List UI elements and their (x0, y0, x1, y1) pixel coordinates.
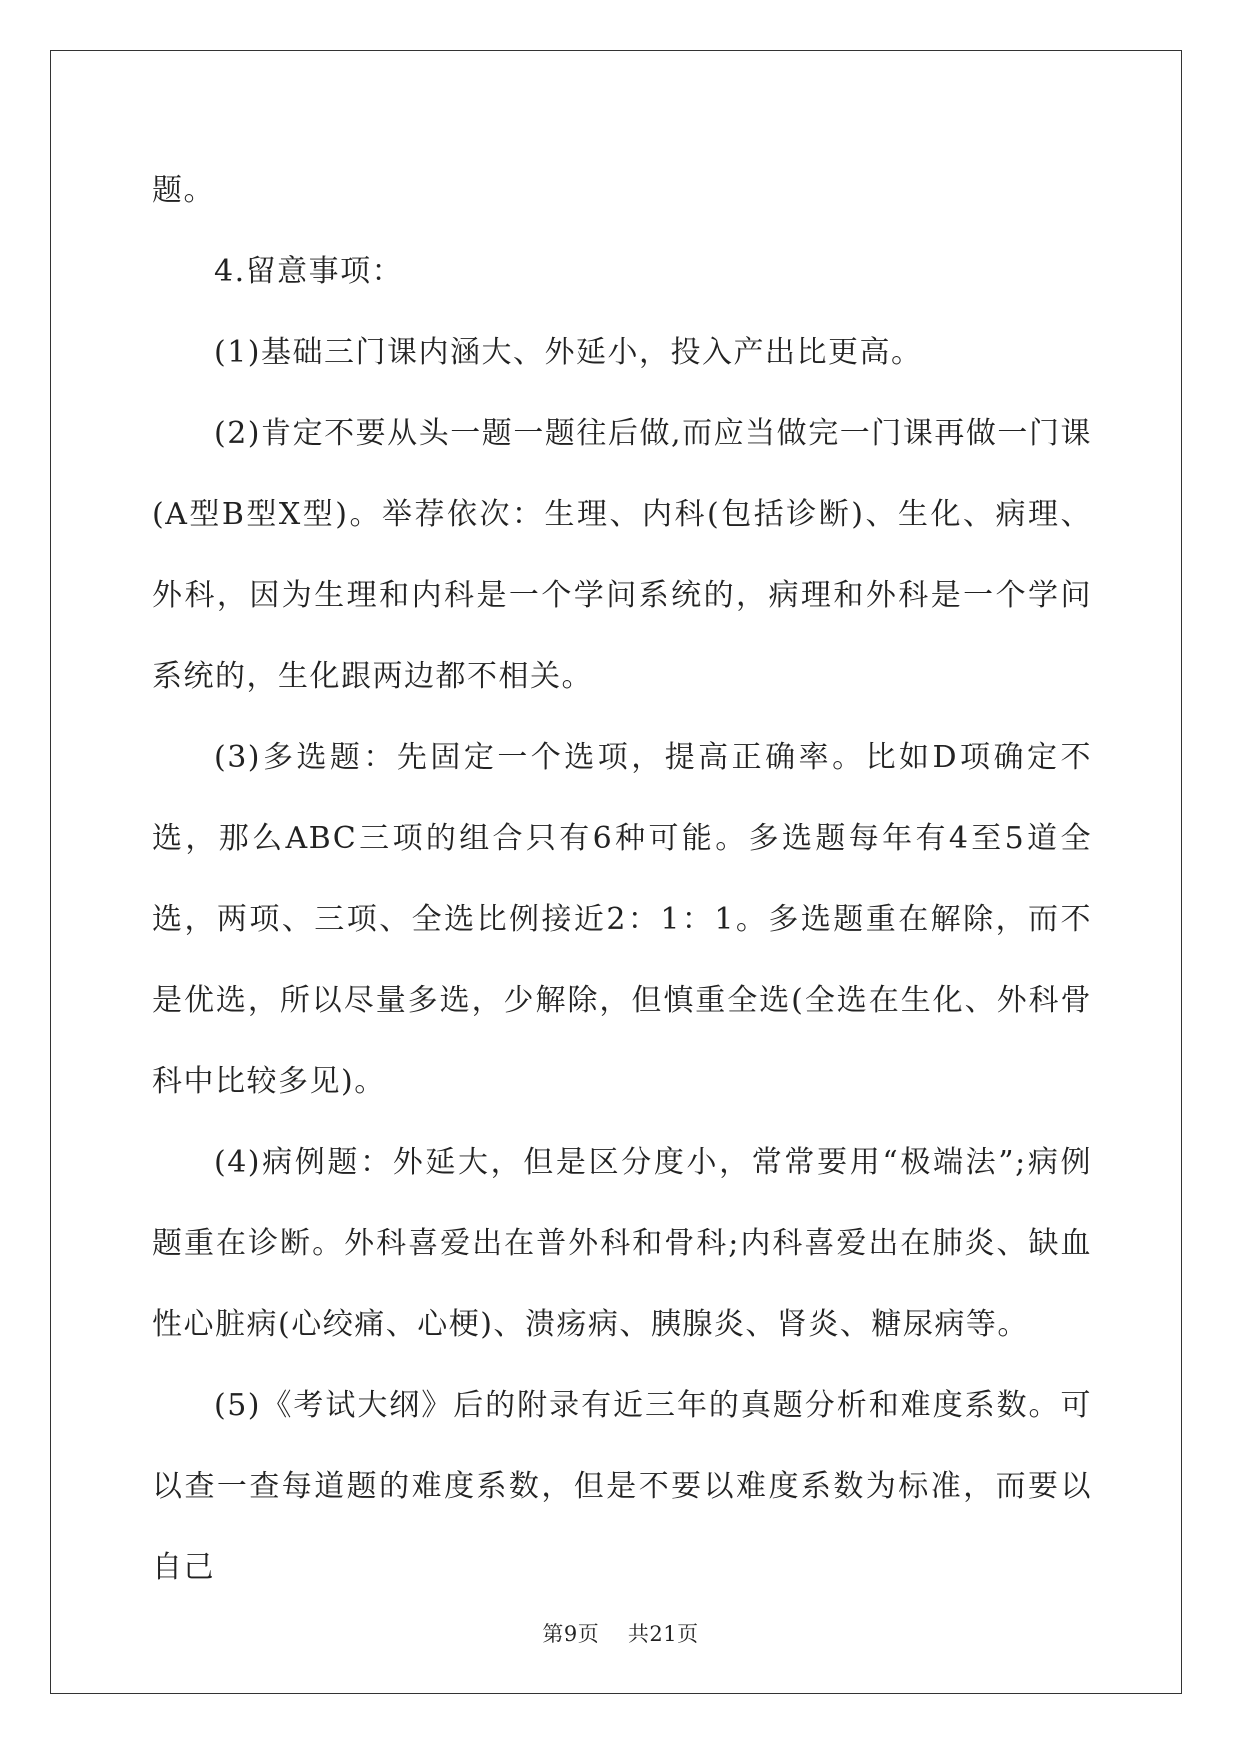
paragraph: (4)病例题：外延大，但是区分度小，常常要用“极端法”;病例题重在诊断。外科喜爱出在普外科和骨科;内科喜爱出在肺炎、缺血性心脏病(心绞痛、心梗)、溃疡病、胰腺炎、肾炎、糖尿病等。 (152, 1145, 1092, 1342)
paragraph: 题。 (152, 173, 215, 208)
paragraph: (3)多选题：先固定一个选项，提高正确率。比如D项确定不选，那么ABC三项的组合只有6种可能。多选题每年有4至5道全选，两项、三项、全选比例接近2：1：1。多选题重在解除，而不是优选，所以尽量多选，少解除，但慎重全选(全选在生化、外科骨科中比较多见)。 (152, 740, 1092, 1099)
page-footer (0, 1618, 1241, 1648)
paragraph: (2)肯定不要从头一题一题往后做,而应当做完一门课再做一门课(A型B型X型)。举荐依次：生理、内科(包括诊断)、生化、病理、外科，因为生理和内科是一个学问系统的，病理和外科是一个学问系统的，生化跟两边都不相关。 (152, 416, 1092, 694)
page-number: 第9页 (542, 1622, 600, 1646)
paragraph: (5)《考试大纲》后的附录有近三年的真题分析和难度系数。可以查一查每道题的难度系数，但是不要以难度系数为标准，而要以自己 (152, 1388, 1092, 1585)
paragraph: (1)基础三门课内涵大、外延小，投入产出比更高。 (214, 335, 923, 370)
paragraph: 4.留意事项： (214, 254, 404, 289)
page-total: 共21页 (627, 1622, 699, 1646)
document-body (152, 150, 1092, 1608)
